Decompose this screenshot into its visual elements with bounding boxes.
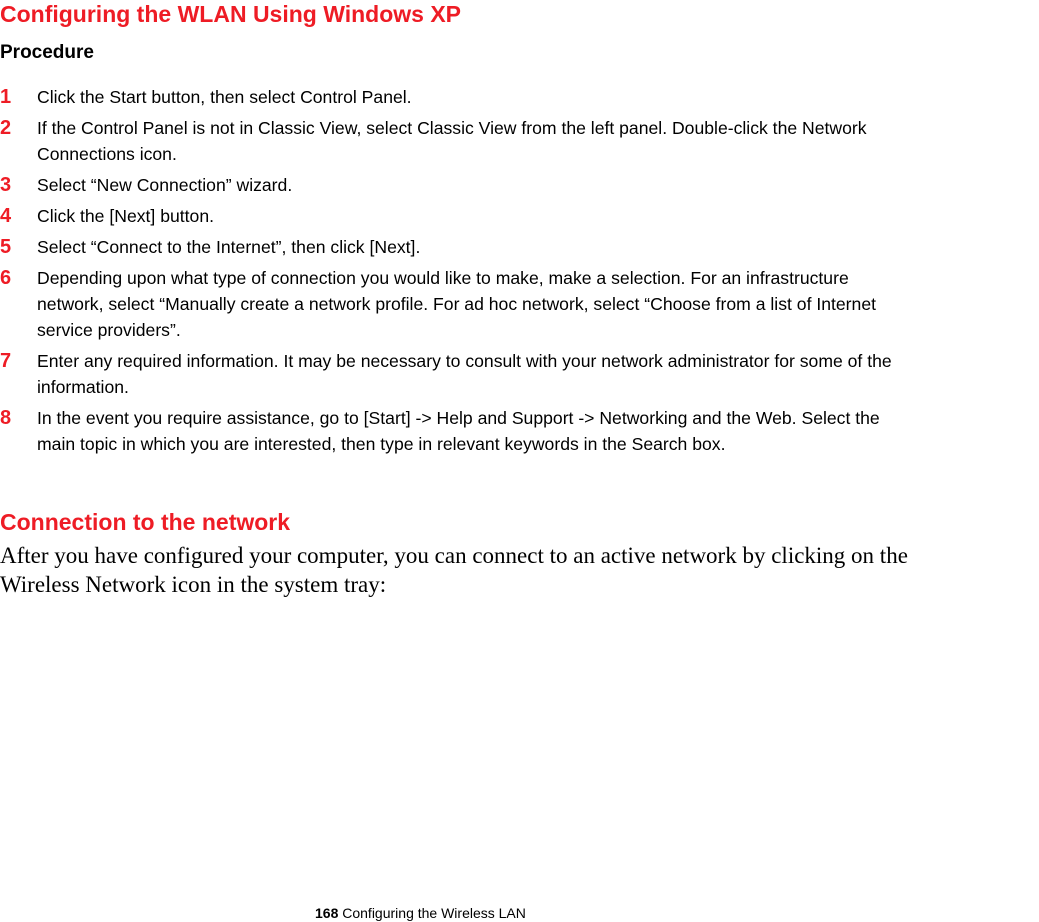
step-text: Click the Start button, then select Control Panel. (37, 87, 412, 107)
page-footer (315, 904, 526, 922)
page-number: 168 (315, 905, 339, 921)
procedure-step (0, 84, 1039, 110)
procedure-step (0, 265, 1039, 343)
step-number: 4 (0, 205, 12, 227)
procedure-step (0, 405, 1039, 457)
step-number: 1 (0, 86, 12, 108)
page-title: Configuring the WLAN Using Windows XP (0, 1, 462, 27)
step-text: In the event you require assistance, go to [Start] -> Help and Support -> Networking and the Web. Select the main topic in which you are interested, then type in relevant keywords in the Search box. (37, 408, 880, 454)
procedure-step (0, 115, 1039, 167)
step-number: 5 (0, 236, 12, 258)
section-body: After you have configured your computer, you can connect to an active network by clicking on the Wireless Network icon in the system tray: (0, 543, 908, 597)
step-text: Click the [Next] button. (37, 206, 214, 226)
step-text: Select “New Connection” wizard. (37, 175, 293, 195)
procedure-step (0, 348, 1039, 400)
step-number: 8 (0, 407, 12, 429)
step-number: 2 (0, 117, 12, 139)
step-number: 7 (0, 350, 12, 372)
procedure-step (0, 203, 1039, 229)
procedure-heading: Procedure (0, 42, 94, 63)
step-number: 6 (0, 267, 12, 289)
step-text: Enter any required information. It may be necessary to consult with your network administrator for some of the information. (37, 351, 892, 397)
step-number: 3 (0, 174, 12, 196)
step-text: If the Control Panel is not in Classic View, select Classic View from the left panel. Double-click the Network Connections icon. (37, 118, 867, 164)
step-text: Depending upon what type of connection you would like to make, make a selection. For an infrastructure network, select “Manually create a network profile. For ad hoc network, select “Choose from a list of Internet service providers”. (37, 268, 877, 340)
section-heading: Connection to the network (0, 509, 291, 535)
procedure-steps (0, 84, 1039, 462)
step-text: Select “Connect to the Internet”, then click [Next]. (37, 237, 421, 257)
procedure-step (0, 172, 1039, 198)
footer-chapter-title: Configuring the Wireless LAN (342, 905, 526, 921)
procedure-step (0, 234, 1039, 260)
